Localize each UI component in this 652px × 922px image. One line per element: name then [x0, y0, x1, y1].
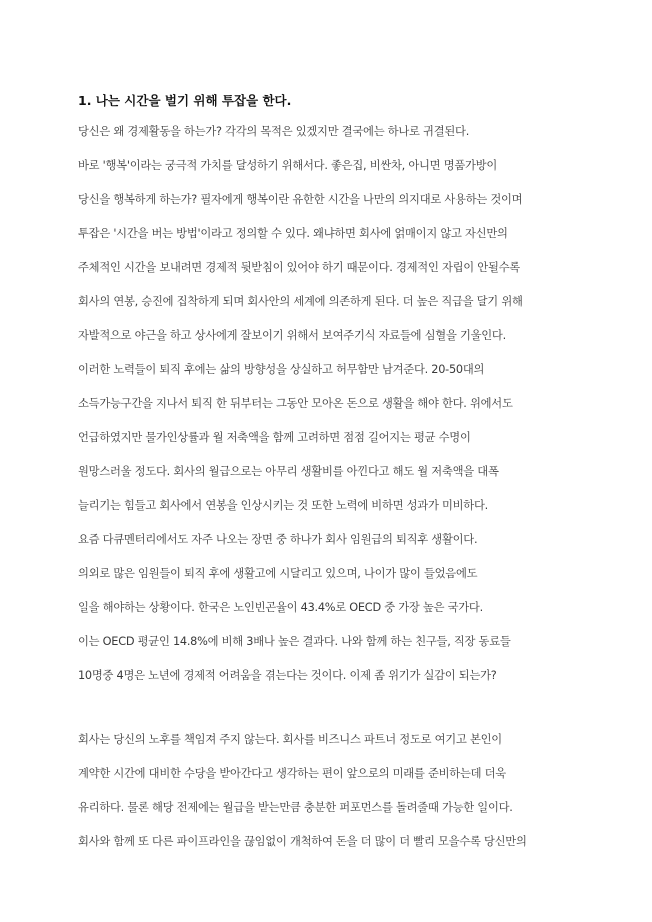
section-heading: 1. 나는 시간을 벌기 위해 투잡을 한다. — [78, 93, 292, 108]
text-line: 투잡은 '시간을 버는 방법'이라고 정의할 수 있다. 왜냐하면 회사에 얽매이지 않고 자신만의 — [78, 227, 508, 240]
text-line: 회사는 당신의 노후를 책임져 주지 않는다. 회사를 비즈니스 파트너 정도로 여기고 본인이 — [78, 733, 502, 746]
text-line: 주체적인 시간을 보내려면 경제적 뒷받침이 있어야 하기 때문이다. 경제적인 자립이 안될수록 — [78, 261, 520, 274]
text-line: 원망스러울 정도다. 회사의 월급으로는 아무리 생활비를 아낀다고 해도 월 저축액을 대폭 — [78, 465, 499, 478]
text-line: 계약한 시간에 대비한 수당을 받아간다고 생각하는 편이 앞으로의 미래를 준비하는데 더욱 — [78, 767, 506, 780]
text-line: 당신은 왜 경제활동을 하는가? 각각의 목적은 있겠지만 결국에는 하나로 귀결된다. — [78, 125, 470, 138]
paragraph-2 — [78, 723, 618, 859]
text-line: 이는 OECD 평균인 14.8%에 비해 3배나 높은 결과다. 나와 함께 하는 친구들, 직장 동료들 — [78, 635, 511, 648]
text-line: 늘리기는 힘들고 회사에서 연봉을 인상시키는 것 또한 노력에 비하면 성과가 미비하다. — [78, 499, 488, 512]
text-line: 의외로 많은 임원들이 퇴직 후에 생활고에 시달리고 있으며, 나이가 많이 들었음에도 — [78, 567, 478, 580]
text-line: 일을 해야하는 상황이다. 한국은 노인빈곤율이 43.4%로 OECD 중 가장 높은 국가다. — [78, 601, 483, 614]
paragraph-1 — [78, 115, 618, 693]
text-line: 언급하였지만 물가인상률과 월 저축액을 함께 고려하면 점점 길어지는 평균 수명이 — [78, 431, 471, 444]
document-page — [78, 92, 618, 859]
text-line: 유리하다. 물론 해당 전제에는 월급을 받는만큼 충분한 퍼포먼스를 돌려줄때 가능한 일이다. — [78, 801, 513, 814]
text-line: 이러한 노력들이 퇴직 후에는 삶의 방향성을 상실하고 허무함만 남겨준다. 20-50대의 — [78, 363, 485, 376]
text-line: 회사의 연봉, 승진에 집착하게 되며 회사안의 세계에 의존하게 된다. 더 높은 직급을 달기 위해 — [78, 295, 523, 308]
text-line: 10명중 4명은 노년에 경제적 어려움을 겪는다는 것이다. 이제 좀 위기가 실감이 되는가? — [78, 669, 497, 682]
text-line: 소득가능구간을 지나서 퇴직 한 뒤부터는 그동안 모아온 돈으로 생활을 해야 한다. 위에서도 — [78, 397, 513, 410]
text-line: 회사와 함께 또 다른 파이프라인을 끊임없이 개척하여 돈을 더 많이 더 빨리 모을수록 당신만의 — [78, 835, 527, 848]
text-line: 자발적으로 야근을 하고 상사에게 잘보이기 위해서 보여주기식 자료들에 심혈을 기울인다. — [78, 329, 506, 342]
text-line: 당신을 행복하게 하는가? 필자에게 행복이란 유한한 시간을 나만의 의지대로 사용하는 것이며 — [78, 193, 523, 206]
text-line: 요즘 다큐멘터리에서도 자주 나오는 장면 중 하나가 회사 임원급의 퇴직후 생활이다. — [78, 533, 478, 546]
text-line: 바로 '행복'이라는 궁극적 가치를 달성하기 위해서다. 좋은집, 비싼차, 아니면 명품가방이 — [78, 159, 498, 172]
